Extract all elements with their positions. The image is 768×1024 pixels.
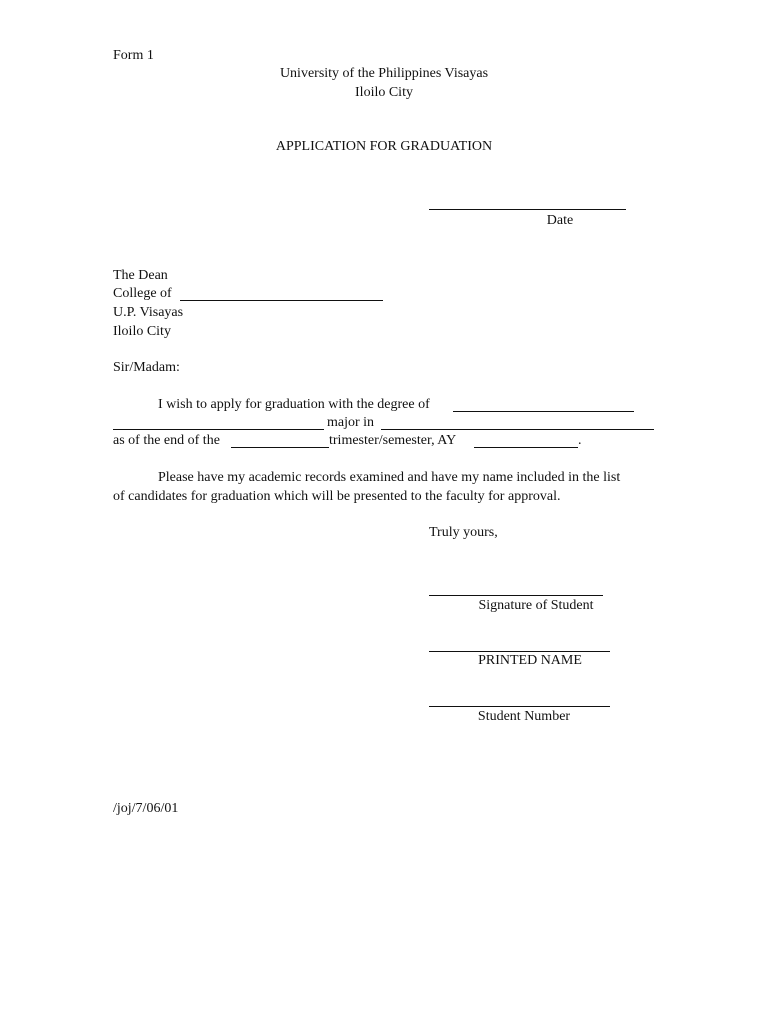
student-number-field[interactable] (429, 706, 610, 707)
college-label: College of (113, 286, 172, 301)
major-field[interactable] (381, 429, 654, 430)
header-city: Iloilo City (355, 85, 413, 100)
academic-year-field[interactable] (474, 447, 578, 448)
student-number-label: Student Number (477, 709, 571, 724)
term-text: trimester/semester, AY (329, 433, 457, 448)
addressee-dean: The Dean (113, 268, 168, 283)
addressee-campus: U.P. Visayas (113, 305, 184, 320)
degree-field-continued[interactable] (113, 429, 324, 430)
addressee-city: Iloilo City (113, 324, 171, 339)
major-label: major in (327, 415, 375, 430)
degree-field[interactable] (453, 411, 634, 412)
signature-label: Signature of Student (478, 598, 594, 613)
degree-text: I wish to apply for graduation with the degree of (158, 397, 430, 412)
university-name: University of the Philippines Visayas (279, 66, 489, 81)
period-mark: . (578, 433, 582, 448)
footer-code: /joj/7/06/01 (113, 801, 179, 816)
closing: Truly yours, (429, 525, 498, 540)
college-field[interactable] (180, 300, 383, 301)
salutation: Sir/Madam: (113, 360, 180, 375)
page-title: APPLICATION FOR GRADUATION (275, 139, 493, 154)
printed-name-label: PRINTED NAME (478, 653, 582, 668)
term-field[interactable] (231, 447, 329, 448)
signature-field[interactable] (429, 595, 603, 596)
date-label: Date (546, 213, 574, 228)
records-text-line1: Please have my academic records examined and have my name included in the list (158, 470, 621, 485)
records-text-line2: of candidates for graduation which will be presented to the faculty for approval. (113, 489, 561, 504)
date-field[interactable] (429, 209, 626, 210)
as-of-text: as of the end of the (113, 433, 220, 448)
form-label: Form 1 (113, 48, 154, 63)
